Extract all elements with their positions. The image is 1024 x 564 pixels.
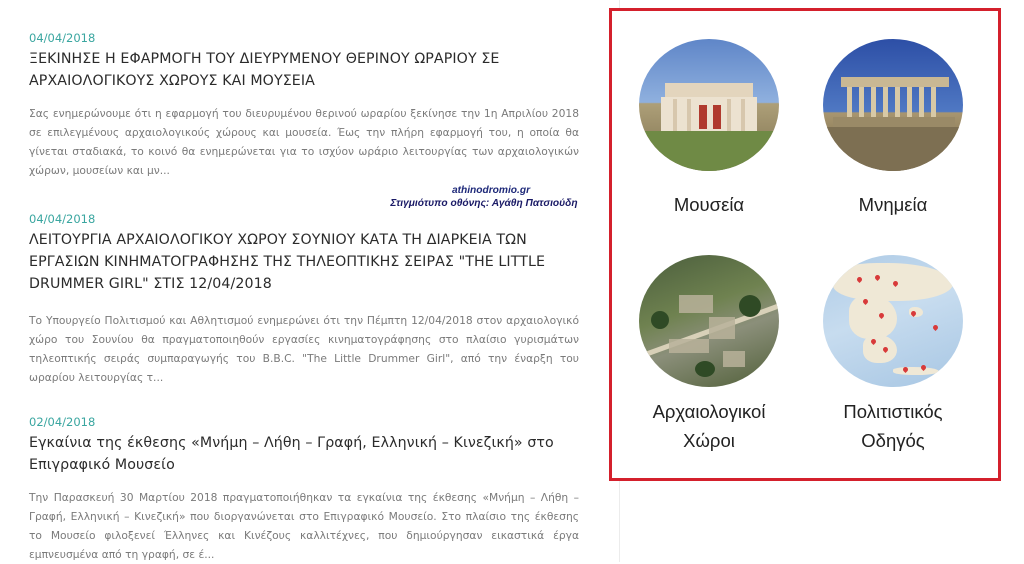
watermark-credit: Στιγμιότυπο οθόνης: Αγάθη Πατσιούδη xyxy=(390,198,578,209)
news-title-link[interactable]: ΛΕΙΤΟΥΡΓΙΑ ΑΡΧΑΙΟΛΟΓΙΚΟΥ ΧΩΡΟΥ ΣΟΥΝΙΟΥ ΚΑΤΑ ΤΗ ΔΙΑΡΚΕΙΑ ΤΩΝ ΕΡΓΑΣΙΩΝ ΚΙΝΗΜΑΤΟΓΡΑΦΗΣΗΣ ΤΗΣ ΤΗΛΕΟΠΤΙΚΗΣ ΣΕΙΡΑΣ "THE LITTLE DRUMMER GIRL" ΣΤΙΣ 12/04/2018 xyxy=(29,232,546,292)
news-summary: Το Υπουργείο Πολιτισμού και Αθλητισμού ενημερώνει ότι την Πέμπτη 12/04/2018 στον αρχαιολογικό χώρο του Σουνίου θα πραγματοποιηθούν εργασίες κινηματογράφησης στο πλαίσιο γυρισμάτων τηλεοπτικής σειράς συμπαραγωγής του B.B.C. "The Little Drummer Girl", από την έναρξη του ωραρίου λειτουργίας τ... xyxy=(29,314,579,384)
archaeological-site-aerial-photo-icon[interactable] xyxy=(639,255,779,387)
news-title-link[interactable]: ΞΕΚΙΝΗΣΕ Η ΕΦΑΡΜΟΓΗ ΤΟΥ ΔΙΕΥΡΥΜΕΝΟΥ ΘΕΡΙΝΟΥ ΩΡΑΡΙΟΥ ΣΕ ΑΡΧΑΙΟΛΟΓΙΚΟΥΣ ΧΩΡΟΥΣ ΚΑΙ ΜΟΥΣΕΙΑ xyxy=(29,51,500,89)
news-item xyxy=(29,31,579,180)
category-label-line2: Χώροι xyxy=(683,430,735,451)
news-date: 04/04/2018 xyxy=(29,212,96,226)
category-museums-link[interactable] xyxy=(624,39,794,219)
category-cultural-guide-link[interactable] xyxy=(808,255,978,455)
news-item xyxy=(29,415,579,564)
category-label-line2: Οδηγός xyxy=(861,430,925,451)
category-label: Μουσεία xyxy=(673,194,745,215)
category-label-line1: Πολιτιστικός xyxy=(843,401,943,422)
category-label xyxy=(624,397,794,455)
category-monuments-link[interactable] xyxy=(808,39,978,219)
news-summary: Την Παρασκευή 30 Μαρτίου 2018 πραγματοποιήθηκαν τα εγκαίνια της έκθεσης «Μνήμη – Λήθη – Γραφή, Ελληνική – Κινεζική» που διοργανώνεται στο Επιγραφικό Μουσείο. Στο πλαίσιο της έκθεσης το Μουσείο φιλοξενεί Έλληνες και Κινέζους καλλιτέχνες, που δημιούργησαν εικαστικά έργα εμπνευσμένα από τη γραφή, σε έ... xyxy=(29,491,579,561)
greece-map-photo-icon[interactable] xyxy=(823,255,963,387)
parthenon-photo-icon[interactable] xyxy=(823,39,963,171)
museum-photo-icon[interactable] xyxy=(639,39,779,171)
category-label: Μνημεία xyxy=(858,194,928,215)
news-title-link[interactable]: Εγκαίνια της έκθεσης «Μνήμη – Λήθη – Γραφή, Ελληνική – Κινεζική» στο Επιγραφικό Μουσείο xyxy=(29,435,554,473)
category-panel xyxy=(609,8,1001,481)
category-label xyxy=(808,397,978,455)
news-date: 02/04/2018 xyxy=(29,415,96,429)
news-summary: Σας ενημερώνουμε ότι η εφαρμογή του διευρυμένου θερινού ωραρίου ξεκίνησε την 1η Απριλίου 2018 σε επιλεγμένους αρχαιολογικούς χώρους και μουσεία. Έως την πλήρη εφαρμογή του, η οποία θα γίνεται σταδιακά, το κοινό θα ενημερώνεται για το ισχύον ωράριο λειτουργίας των αρχαιολογικών χώρων, μουσείων και μν... xyxy=(29,107,579,177)
news-item xyxy=(29,212,579,387)
category-archaeological-sites-link[interactable] xyxy=(624,255,794,455)
category-label-line1: Αρχαιολογικοί xyxy=(652,401,766,422)
watermark-site: athinodromio.gr xyxy=(451,185,531,196)
news-date: 04/04/2018 xyxy=(29,31,96,45)
screenshot-watermark xyxy=(388,184,580,210)
